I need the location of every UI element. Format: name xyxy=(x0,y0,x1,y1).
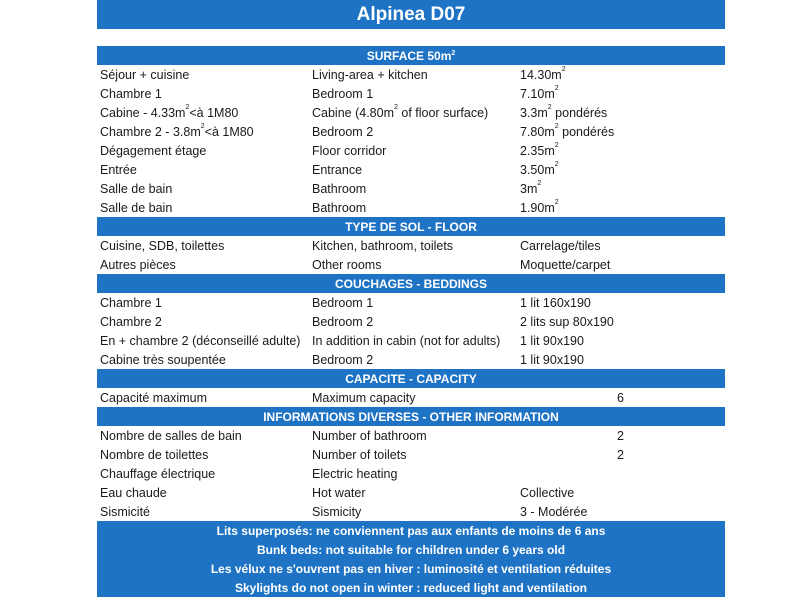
row-label-fr: Nombre de toilettes xyxy=(100,447,209,462)
table-row xyxy=(97,179,725,198)
footer-note: Skylights do not open in winter : reduced light and ventilation xyxy=(234,580,587,595)
section-header-surface: SURFACE 50m $^2$ xyxy=(97,46,725,65)
footer-note: Bunk beds: not suitable for children under 6 years old xyxy=(256,542,566,557)
row-label-en: Number of bathroom xyxy=(312,428,427,443)
row-label-fr: Salle de bain xyxy=(100,181,173,196)
table-row xyxy=(97,464,725,483)
row-label-en: Number of toilets xyxy=(312,447,407,462)
page-title: Alpinea D07 xyxy=(97,0,725,29)
row-value: $3.3m^2$ pondérés xyxy=(520,103,608,120)
row-value: $3m^2$ xyxy=(520,179,542,196)
row-label-en: Sismicity xyxy=(312,504,362,519)
row-label-fr: Cabine très soupentée xyxy=(100,352,226,367)
row-label-fr: Autres pièces xyxy=(100,257,176,272)
table-row xyxy=(97,160,725,179)
table-row xyxy=(97,331,725,350)
row-label-fr: Nombre de salles de bain xyxy=(100,428,242,443)
row-value: $7.80m^2$ pondérés xyxy=(520,122,615,139)
row-label-fr: Chambre 1 xyxy=(100,295,162,310)
table-row xyxy=(97,388,725,407)
row-label-en: Other rooms xyxy=(312,257,382,272)
property-info-sheet xyxy=(97,0,725,597)
row-label-en: Bedroom 1 xyxy=(312,295,374,310)
table-row xyxy=(97,293,725,312)
row-value: $1.90m^2$ xyxy=(520,198,559,215)
row-value: Collective xyxy=(520,485,575,500)
table-row xyxy=(97,198,725,217)
row-value: Moquette/carpet xyxy=(520,257,611,272)
section-header-capacity: CAPACITE - CAPACITY xyxy=(97,369,725,388)
row-value: $3.50m^2$ xyxy=(520,160,559,177)
table-row xyxy=(97,312,725,331)
row-value: 1 lit 160x190 xyxy=(520,295,591,310)
row-label-en: Electric heating xyxy=(312,466,398,481)
row-value: 2 lits sup 80x190 xyxy=(520,314,614,329)
table-row xyxy=(97,255,725,274)
table-row xyxy=(97,350,725,369)
row-label-fr: Cuisine, SDB, toilettes xyxy=(100,238,225,253)
row-label-fr: Cabine - $4.33m^2<à$ 1M80 xyxy=(100,103,239,120)
row-label-en: Cabine ($4.80m^2$ of floor surface) xyxy=(312,103,489,120)
row-label-en: Hot water xyxy=(312,485,366,500)
row-label-fr: Chambre 1 xyxy=(100,86,162,101)
row-label-fr: Dégagement étage xyxy=(100,143,207,158)
footer-note: Les vélux ne s'ouvrent pas en hiver : luminosité et ventilation réduites xyxy=(210,561,612,576)
row-label-en: Bedroom 1 xyxy=(312,86,374,101)
table-row xyxy=(97,103,725,122)
row-label-fr: Eau chaude xyxy=(100,485,167,500)
row-label-fr: En + chambre 2 (déconseillé adulte) xyxy=(100,333,301,348)
surface-table xyxy=(97,65,725,217)
row-value: 3 - Modérée xyxy=(520,504,588,519)
table-row xyxy=(97,65,725,84)
row-label-en: Kitchen, bathroom, toilets xyxy=(312,238,454,253)
row-label-fr: Chauffage électrique xyxy=(100,466,216,481)
row-label-en: Bathroom xyxy=(312,200,367,215)
section-header-beddings: COUCHAGES - BEDDINGS xyxy=(97,274,725,293)
row-value: 1 lit 90x190 xyxy=(520,333,584,348)
table-row xyxy=(97,483,725,502)
row-value: 1 lit 90x190 xyxy=(520,352,584,367)
row-label-en: Bedroom 2 xyxy=(312,314,374,329)
row-label-fr: Entrée xyxy=(100,162,137,177)
section-header-other-information: INFORMATIONS DIVERSES - OTHER INFORMATION xyxy=(97,407,725,426)
section-header-floor: TYPE DE SOL - FLOOR xyxy=(97,217,725,236)
row-label-fr: Capacité maximum xyxy=(100,390,207,405)
row-label-fr: Chambre $2 - 3.8m^2<à$ 1M80 xyxy=(100,122,254,139)
beddings-table xyxy=(97,293,725,369)
row-label-fr: Séjour + cuisine xyxy=(100,67,190,82)
row-value: $7.10m^2$ xyxy=(520,84,559,101)
row-value: 2 xyxy=(617,428,624,443)
row-value: $2.35m^2$ xyxy=(520,141,559,158)
table-row xyxy=(97,84,725,103)
spacer xyxy=(97,29,725,46)
table-row xyxy=(97,445,725,464)
footer-note: Lits superposés: ne conviennent pas aux enfants de moins de 6 ans xyxy=(216,523,606,538)
row-label-en: Bathroom xyxy=(312,181,367,196)
row-value: Carrelage/tiles xyxy=(520,238,601,253)
capacity-table xyxy=(97,388,725,407)
row-value: 2 xyxy=(617,447,624,462)
other-information-table xyxy=(97,426,725,521)
row-value: $14.30m^2$ xyxy=(520,65,566,82)
row-label-en: Bedroom 2 xyxy=(312,124,374,139)
row-label-fr: Salle de bain xyxy=(100,200,173,215)
row-label-en: Living-area + kitchen xyxy=(312,67,428,82)
row-label-en: Floor corridor xyxy=(312,143,387,158)
table-row xyxy=(97,236,725,255)
row-label-en: Maximum capacity xyxy=(312,390,416,405)
table-row xyxy=(97,426,725,445)
row-value: 6 xyxy=(617,390,624,405)
table-row xyxy=(97,141,725,160)
footer-notes xyxy=(97,521,725,597)
table-row xyxy=(97,502,725,521)
row-label-fr: Chambre 2 xyxy=(100,314,162,329)
row-label-en: Entrance xyxy=(312,162,363,177)
table-row xyxy=(97,122,725,141)
row-label-en: In addition in cabin (not for adults) xyxy=(312,333,501,348)
row-label-en: Bedroom 2 xyxy=(312,352,374,367)
floor-table xyxy=(97,236,725,274)
row-label-fr: Sismicité xyxy=(100,504,151,519)
